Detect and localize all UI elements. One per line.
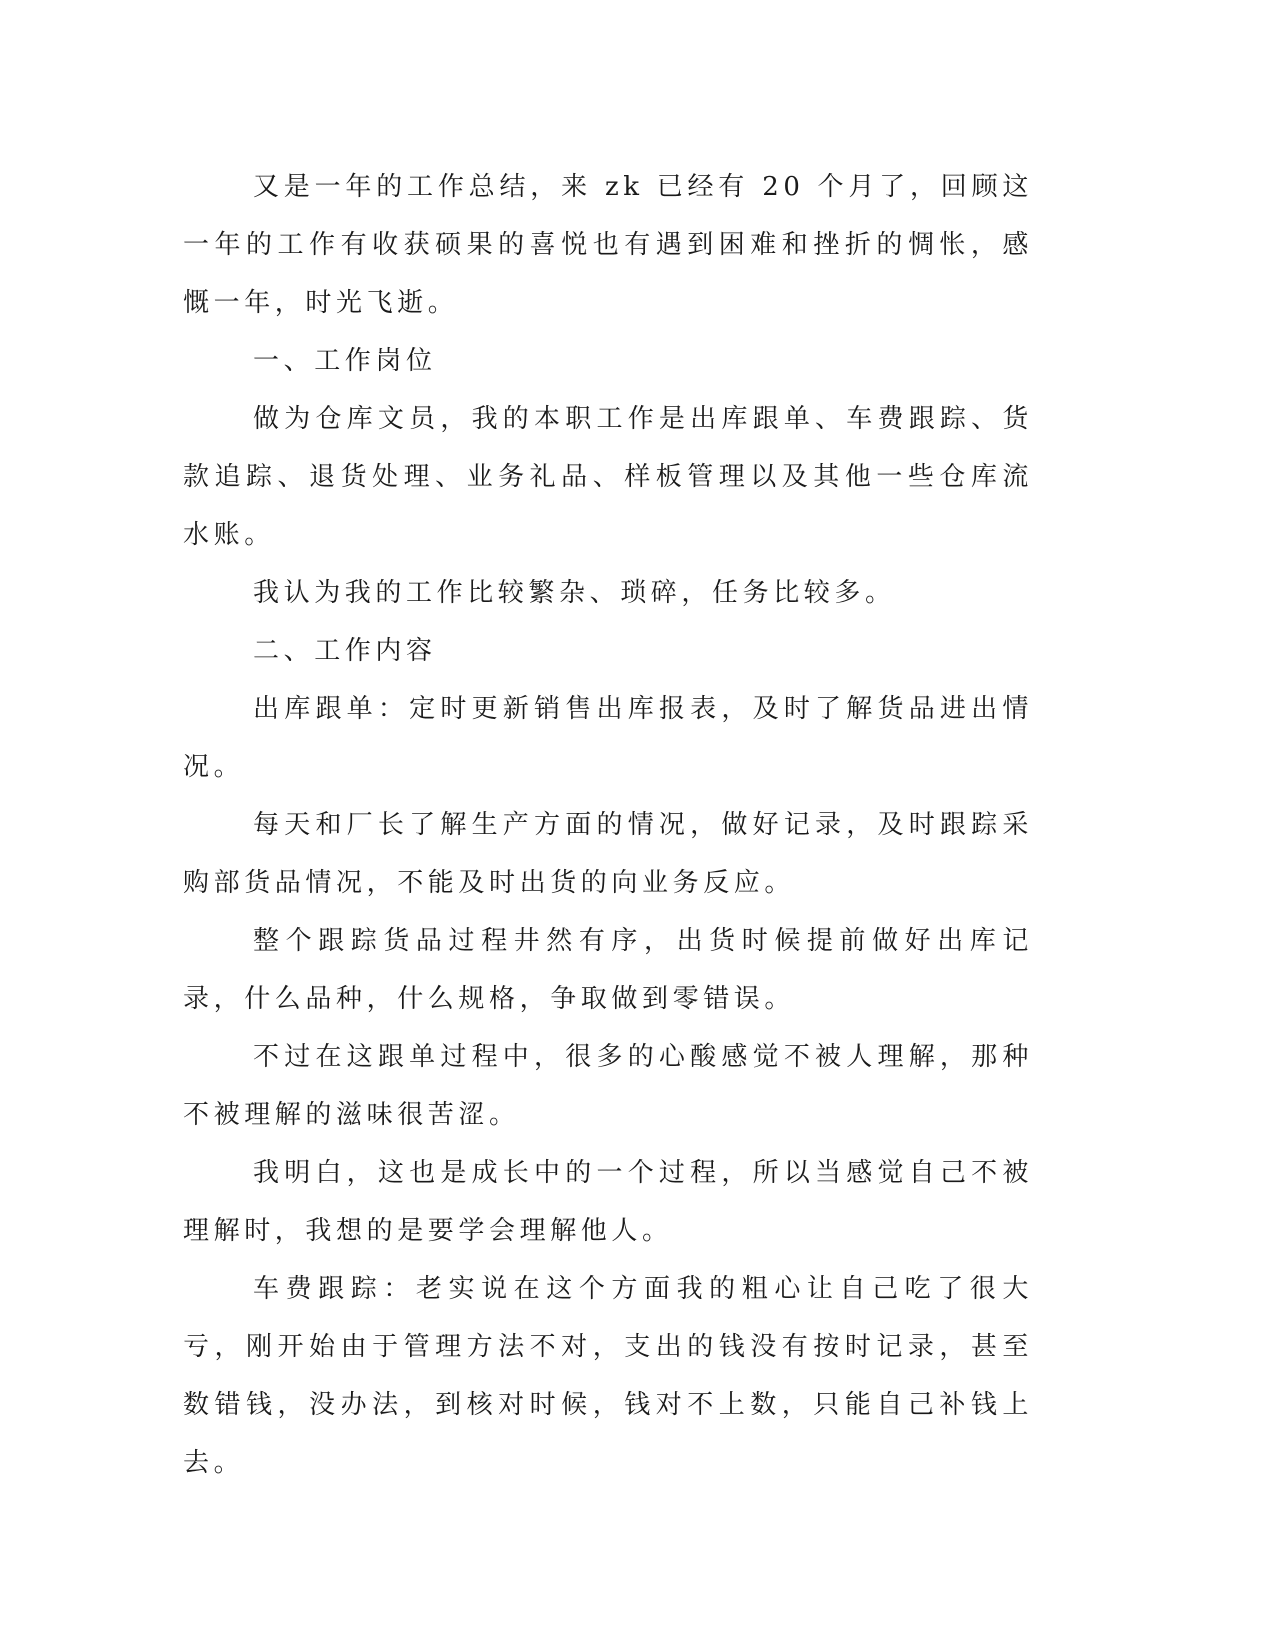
section-heading-work-content: 二、工作内容 (253, 636, 437, 666)
job-opinion-paragraph: 我认为我的工作比较繁杂、琐碎，任务比较多。 (253, 578, 896, 608)
section-heading-job-position: 一、工作岗位 (253, 346, 437, 376)
freight-tracking-paragraph: 车费跟踪：老实说在这个方面我的粗心让自己吃了很大亏，刚开始由于管理方法不对，支出的钱没有按时记录，甚至数错钱，没办法，到核对时候，钱对不上数，只能自己补钱上去。 (183, 1274, 1033, 1478)
daily-production-paragraph: 每天和厂长了解生产方面的情况，做好记录，及时跟踪采购部货品情况，不能及时出货的向业务反应。 (183, 810, 1033, 898)
outbound-tracking-paragraph: 出库跟单：定时更新销售出库报表，及时了解货品进出情况。 (183, 694, 1033, 782)
intro-paragraph: 又是一年的工作总结，来 zk 已经有 20 个月了，回顾这一年的工作有收获硕果的喜悦也有遇到困难和挫折的惆怅，感慨一年，时光飞逝。 (183, 172, 1033, 318)
job-description-paragraph: 做为仓库文员，我的本职工作是出库跟单、车费跟踪、货款追踪、退货处理、业务礼品、样板管理以及其他一些仓库流水账。 (183, 404, 1033, 550)
difficulty-paragraph: 不过在这跟单过程中，很多的心酸感觉不被人理解，那种不被理解的滋味很苦涩。 (183, 1042, 1033, 1130)
tracking-process-paragraph: 整个跟踪货品过程井然有序，出货时候提前做好出库记录，什么品种，什么规格，争取做到零错误。 (183, 926, 1033, 1014)
document-body (183, 158, 1033, 1492)
growth-paragraph: 我明白，这也是成长中的一个过程，所以当感觉自己不被理解时，我想的是要学会理解他人。 (183, 1158, 1033, 1246)
